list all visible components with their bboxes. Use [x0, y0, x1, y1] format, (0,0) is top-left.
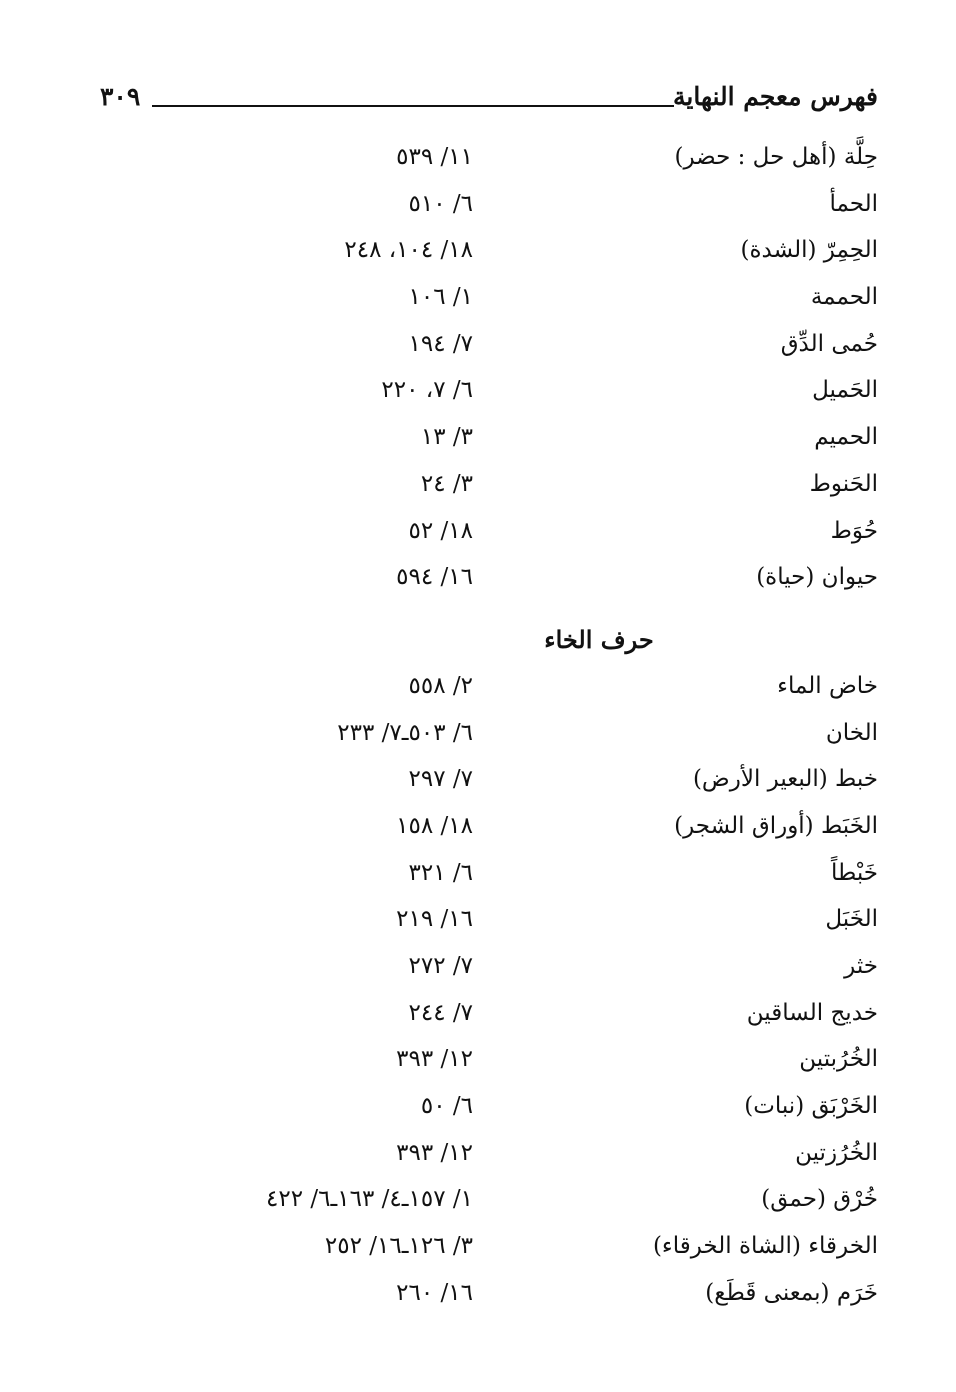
index-entry: [200, 1180, 878, 1227]
entry-term: حِلَّة (أهل حل : حضر): [674, 144, 878, 170]
index-entry: [200, 325, 878, 372]
index-entry: [200, 1134, 878, 1181]
entry-term: خَرَم (بمعنى قَطَع): [705, 1279, 878, 1306]
entry-term: الخُرُزتين: [795, 1139, 878, 1166]
index-entry: [200, 185, 878, 232]
entry-reference: ١٨/ ١٥٨: [396, 812, 473, 839]
index-entry: [200, 371, 878, 418]
index-entry: [200, 947, 878, 994]
entry-reference: ٧/ ٢٤٤: [408, 999, 473, 1026]
entry-term: الخُرُبتين: [799, 1046, 878, 1073]
entry-reference: ١٦/ ٢١٩: [396, 906, 473, 933]
index-entry: [200, 1227, 878, 1274]
index-entry: [200, 1087, 878, 1134]
entry-reference: ٦/ ٧، ٢٢٠: [381, 377, 473, 404]
entry-reference: ١٨/ ١٠٤، ٢٤٨: [344, 237, 473, 264]
entry-term: خاض الماء: [777, 672, 878, 699]
entry-reference: ١/ ١٥٧ـ٤/ ١٦٣ـ٦/ ٤٢٢: [266, 1186, 473, 1213]
running-title: فهرس معجم النهاية: [672, 82, 878, 111]
entry-term: الخان: [825, 719, 878, 746]
index-entry: [200, 1040, 878, 1087]
entry-reference: ٦/ ٥٠: [420, 1093, 473, 1120]
header-rule: [152, 105, 674, 107]
section-ha: [200, 138, 878, 605]
index-entries: [200, 138, 878, 1321]
entry-term: خثر: [844, 953, 878, 979]
entry-reference: ٣/ ٢٤: [420, 470, 473, 497]
entry-reference: ٣/ ١٢٦ـ١٦/ ٢٥٢: [324, 1233, 473, 1260]
entry-term: الحممة: [810, 284, 878, 311]
entry-reference: ١٢/ ٣٩٣: [396, 1046, 473, 1073]
entry-term: الخَبَل: [825, 906, 878, 933]
entry-term: الحَميل: [812, 377, 878, 404]
entry-reference: ١/ ١٠٦: [408, 284, 473, 311]
index-entry: [200, 760, 878, 807]
entry-term: خَبْطاً: [830, 859, 878, 886]
index-entry: [200, 418, 878, 465]
index-entry: [200, 558, 878, 605]
entry-reference: ٧/ ٢٧٢: [408, 953, 473, 979]
index-entry: [200, 512, 878, 559]
entry-term: الخرقاء (الشاة الخرقاء): [652, 1233, 878, 1260]
page-header: [100, 82, 878, 122]
index-entry: [200, 138, 878, 185]
entry-reference: ١٦/ ٥٩٤: [396, 564, 473, 591]
index-entry: [200, 667, 878, 714]
page-number: ٣٠٩: [100, 82, 141, 111]
index-entry: [200, 807, 878, 854]
entry-term: حُوَط: [830, 517, 878, 544]
section-kha: [200, 667, 878, 1321]
entry-reference: ٧/ ٢٩٧: [408, 766, 473, 793]
index-entry: [200, 994, 878, 1041]
index-entry: [200, 231, 878, 278]
index-entry: [200, 1274, 878, 1321]
entry-reference: ٧/ ١٩٤: [408, 330, 473, 357]
entry-reference: ١٨/ ٥٢: [408, 517, 473, 544]
entry-term: الحِمِرّ (الشدة): [740, 237, 878, 264]
entry-reference: ١٦/ ٢٦٠: [396, 1279, 473, 1306]
section-heading: [200, 605, 878, 667]
entry-term: خبط (البعير الأرض): [692, 766, 878, 793]
index-entry: [200, 714, 878, 761]
entry-reference: ٦/ ٥٠٣ـ٧/ ٢٣٣: [337, 719, 473, 746]
entry-reference: ٢/ ٥٥٨: [408, 672, 473, 699]
section-heading-text: حرف الخاء: [544, 624, 654, 654]
index-entry: [200, 854, 878, 901]
entry-reference: ١١/ ٥٣٩: [396, 144, 473, 170]
entry-term: حيوان (حياة): [756, 564, 878, 591]
entry-reference: ٣/ ١٣: [420, 424, 473, 451]
entry-term: الخَبَط (أوراق الشجر): [674, 812, 878, 839]
index-entry: [200, 465, 878, 512]
entry-term: الحميم: [814, 424, 878, 451]
entry-term: الحَنوط: [809, 470, 878, 497]
entry-reference: ١٢/ ٣٩٣: [396, 1139, 473, 1166]
entry-term: خديج الساقين: [746, 999, 878, 1026]
entry-term: خُرْق (حمق): [761, 1186, 878, 1213]
entry-term: الخَرْبَق (نبات): [744, 1093, 878, 1120]
entry-term: حُمى الدِّق: [780, 330, 878, 357]
index-entry: [200, 278, 878, 325]
entry-reference: ٦/ ٥١٠: [408, 190, 473, 217]
index-entry: [200, 900, 878, 947]
entry-reference: ٦/ ٣٢١: [408, 859, 473, 886]
entry-term: الحمأ: [829, 190, 878, 217]
